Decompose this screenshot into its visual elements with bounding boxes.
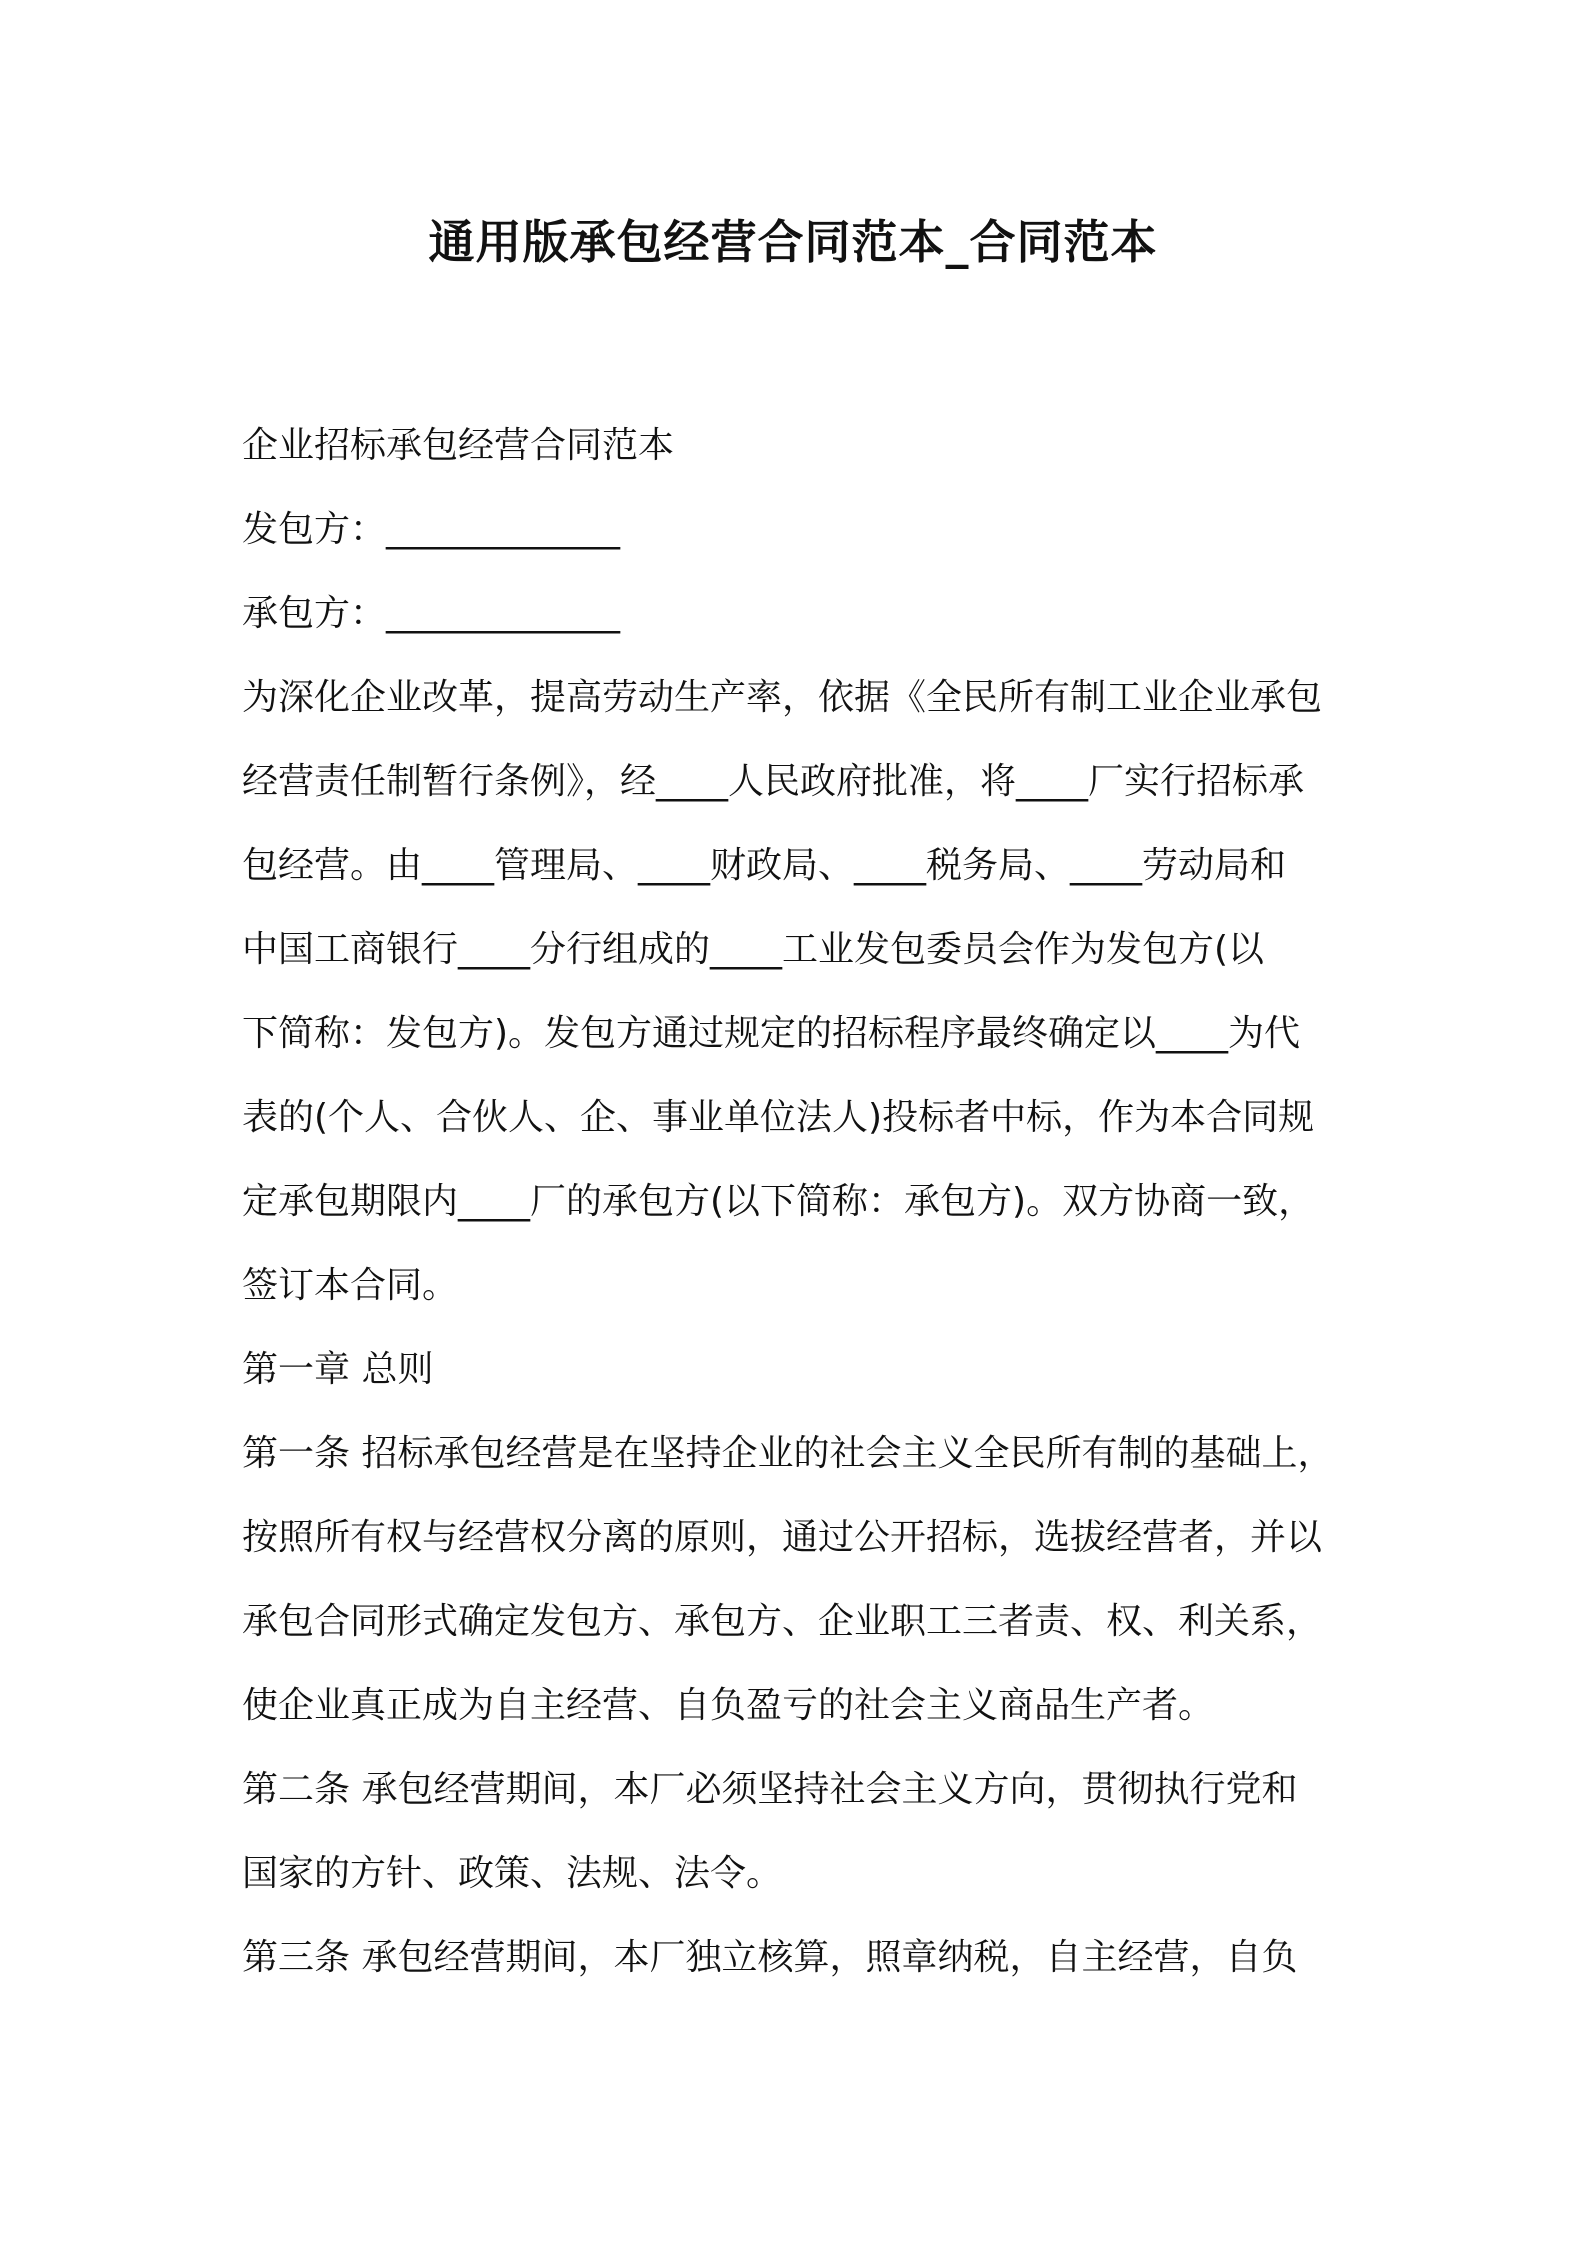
- paragraph-line: 定承包期限内____厂的承包方(以下简称：承包方)。双方协商一致，: [242, 1181, 1315, 1222]
- article-line: 第二条 承包经营期间，本厂必须坚持社会主义方向，贯彻执行党和: [242, 1769, 1298, 1810]
- article-line: 国家的方针、政策、法规、法令。: [242, 1853, 783, 1894]
- document-body: [242, 404, 1372, 2000]
- paragraph-line: 经营责任制暂行条例》，经____人民政府批准，将____厂实行招标承: [242, 761, 1305, 802]
- contract-party-employer: 发包方：_____________: [242, 509, 621, 550]
- article-line: 按照所有权与经营权分离的原则，通过公开招标，选拔经营者，并以: [242, 1517, 1323, 1558]
- subtitle-line: 企业招标承包经营合同范本: [242, 425, 675, 466]
- paragraph-line: 表的(个人、合伙人、企、事业单位法人)投标者中标，作为本合同规: [242, 1097, 1315, 1138]
- contract-party-contractor: 承包方：_____________: [242, 593, 621, 634]
- article-line: 第一条 招标承包经营是在坚持企业的社会主义全民所有制的基础上，: [242, 1433, 1334, 1474]
- paragraph-line: 中国工商银行____分行组成的____工业发包委员会作为发包方(以: [242, 929, 1265, 970]
- article-line: 承包合同形式确定发包方、承包方、企业职工三者责、权、利关系，: [242, 1601, 1323, 1642]
- paragraph-line: 下简称：发包方)。发包方通过规定的招标程序最终确定以____为代: [242, 1013, 1301, 1054]
- article-line: 第三条 承包经营期间，本厂独立核算，照章纳税，自主经营，自负: [242, 1937, 1298, 1978]
- article-line: 使企业真正成为自主经营、自负盈亏的社会主义商品生产者。: [242, 1685, 1215, 1726]
- chapter-heading: 第一章 总则: [242, 1349, 434, 1390]
- paragraph-line: 签订本合同。: [242, 1265, 459, 1306]
- paragraph-line: 包经营。由____管理局、____财政局、____税务局、____劳动局和: [242, 845, 1287, 886]
- document-title: 通用版承包经营合同范本_合同范本: [428, 215, 1158, 269]
- paragraph-line: 为深化企业改革，提高劳动生产率，依据《全民所有制工业企业承包: [242, 677, 1323, 718]
